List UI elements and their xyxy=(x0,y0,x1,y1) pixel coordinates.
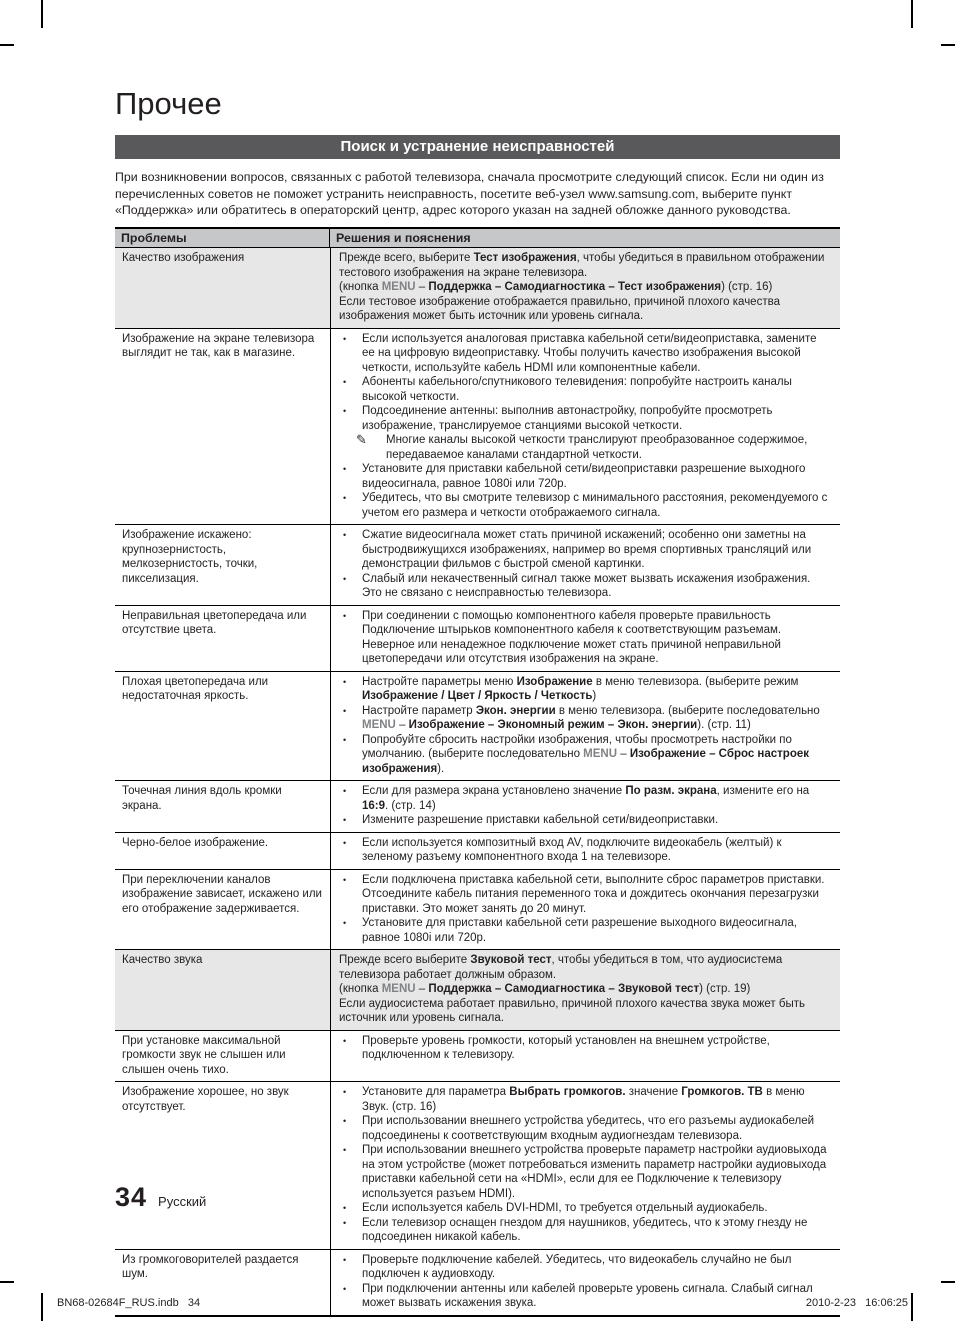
bullet-icon: • xyxy=(343,1145,347,1156)
bullet-item xyxy=(339,375,832,404)
page-footer xyxy=(115,1182,206,1213)
bullet-item xyxy=(339,491,832,520)
bullet-icon: • xyxy=(343,573,347,584)
solution-text: Убедитесь, что вы смотрите телевизор с минимального расстояния, рекомендуемого с учетом его размера и четкости отображаемого сигнала. xyxy=(362,492,828,519)
problem-cell: При установке максимальной громкости звук не слышен или слышен очень тихо. xyxy=(115,1031,331,1082)
problem-cell: Точечная линия вдоль кромки экрана. xyxy=(115,781,331,832)
solution-cell xyxy=(331,606,840,671)
solution-text: Абоненты кабельного/спутникового телевидения: попробуйте настроить каналы высокой четкости. xyxy=(362,376,792,403)
table-row xyxy=(115,833,840,870)
table-row xyxy=(115,329,840,526)
problem-cell: Неправильная цветопередача или отсутствие цвета. xyxy=(115,606,331,671)
solution-text: Если аудиосистема работает правильно, причиной плохого качества звука может быть источник или уровень сигнала. xyxy=(339,997,805,1025)
language-label: Русский xyxy=(158,1194,207,1209)
pencil-note-icon: ✎ xyxy=(356,432,367,448)
solution-text: (кнопка MENU – Поддержка – Самодиагностика – Звуковой тест) (стр. 19) xyxy=(339,983,751,996)
bullet-icon: • xyxy=(343,786,347,797)
col-header-solutions: Решения и пояснения xyxy=(336,230,471,245)
bullet-item xyxy=(339,1085,832,1114)
table-row xyxy=(115,248,840,329)
table-body xyxy=(115,248,840,1315)
bullet-icon: • xyxy=(343,918,347,929)
col-header-problems: Проблемы xyxy=(115,229,330,248)
crop-mark xyxy=(0,44,14,46)
solution-text: Если телевизор оснащен гнездом для наушников, убедитесь, что к этому гнезду не подсоединен никакой кабель. xyxy=(362,1216,808,1244)
table-row xyxy=(115,1031,840,1083)
crop-mark xyxy=(941,1281,955,1283)
bullet-item xyxy=(339,1034,832,1063)
problem-cell: Плохая цветопередача или недостаточная яркость. xyxy=(115,672,331,781)
solution-cell xyxy=(331,525,840,605)
table-row xyxy=(115,781,840,833)
problem-cell: Изображение на экране телевизора выглядит не так, как в магазине. xyxy=(115,329,331,525)
solution-text: Слабый или некачественный сигнал также может вызвать искажения изображения. Это не связано с неисправностью телевизора. xyxy=(362,572,811,600)
bullet-icon: • xyxy=(343,493,347,504)
problem-cell: Изображение искажено: крупнозернистость, мелкозернистость, точки, пикселизация. xyxy=(115,525,331,605)
bullet-item xyxy=(339,1143,832,1201)
solution-cell xyxy=(331,950,840,1030)
bullet-item xyxy=(339,733,832,777)
bullet-item xyxy=(339,572,832,601)
bullet-item xyxy=(339,1253,832,1282)
solution-cell xyxy=(331,1082,840,1249)
note-item xyxy=(356,433,832,462)
bullet-item xyxy=(339,813,832,828)
solution-text: Прежде всего, выберите Тест изображения, чтобы убедиться в правильном отображении тестового изображения на экране телевизора. xyxy=(339,252,825,279)
table-row xyxy=(115,950,840,1031)
bullet-icon: • xyxy=(343,1203,347,1214)
solution-text: Прежде всего выберите Звуковой тест, чтобы убедиться в том, что аудиосистема телевизора работает должным образом. xyxy=(339,954,783,981)
problem-cell: Из громкоговорителей раздается шум. xyxy=(115,1250,331,1315)
solution-text: Настройте параметры меню Изображение в меню телевизора. (выберите режим Изображение / Цвет / Яркость / Четкость) xyxy=(362,675,799,703)
solution-cell xyxy=(331,329,840,525)
solution-text: Многие каналы высокой четкости транслируют преобразованное содержимое, передаваемое каналами стандартной четкости. xyxy=(386,434,808,461)
solution-text: Если подключена приставка кабельной сети, выполните сброс параметров приставки. Отсоедините кабель питания переменного тока и дождитесь окончания перезагрузки приставки. Это может занять до 20 минут. xyxy=(362,873,825,915)
bullet-icon: • xyxy=(343,1116,347,1127)
print-timestamp: 2010-2-23 16:06:25 xyxy=(805,1297,908,1309)
bullet-item xyxy=(339,1282,832,1311)
crop-mark xyxy=(41,0,43,28)
table-row xyxy=(115,870,840,951)
crop-mark xyxy=(41,1293,43,1321)
bullet-item xyxy=(339,404,832,433)
table-row xyxy=(115,672,840,782)
bullet-item xyxy=(339,1216,832,1245)
table-row xyxy=(115,606,840,672)
bullet-icon: • xyxy=(343,874,347,885)
solution-cell xyxy=(331,870,840,950)
solution-text: Попробуйте сбросить настройки изображения, чтобы просмотреть настройки по умолчанию. (выберите последовательно MENU – Изображение – Сброс настроек изображения). xyxy=(362,733,809,775)
problem-cell: Изображение хорошее, но звук отсутствует. xyxy=(115,1082,331,1249)
bullet-item xyxy=(339,836,832,865)
bullet-item xyxy=(339,609,832,667)
bullet-icon: • xyxy=(343,815,347,826)
bullet-icon: • xyxy=(343,530,347,541)
bullet-item xyxy=(339,873,832,917)
bullet-item xyxy=(339,1201,832,1216)
crop-mark xyxy=(911,1293,913,1321)
solution-text: При подключении антенны или кабелей проверьте уровень сигнала. Слабый сигнал может вызвать искажения звука. xyxy=(362,1282,813,1310)
solution-text: При использовании внешнего устройства проверьте параметр настройки аудиовыхода на этом устройстве (может потребоваться изменить параметр настройки аудиовыхода приставки кабельной сети на «HDMI», если для ее Подключение к телевизору используется разъем HDMI). xyxy=(362,1144,827,1200)
solution-text: Установите для приставки кабельной сети/видеоприставки разрешение выходного видеосигнала, равное 1080i или 720p. xyxy=(362,463,806,490)
bullet-icon: • xyxy=(343,705,347,716)
solution-cell xyxy=(331,781,840,832)
table-row xyxy=(115,1250,840,1315)
bullet-item xyxy=(339,704,832,733)
bullet-icon: • xyxy=(343,406,347,417)
crop-mark xyxy=(911,0,913,28)
bullet-icon: • xyxy=(343,1254,347,1265)
problem-cell: При переключении каналов изображение зависает, искажено или его отображение задерживается. xyxy=(115,870,331,950)
table-row xyxy=(115,1082,840,1250)
section-header: Поиск и устранение неисправностей xyxy=(115,135,840,159)
bullet-icon: • xyxy=(343,377,347,388)
bullet-icon: • xyxy=(343,1217,347,1228)
crop-mark xyxy=(941,44,955,46)
bullet-item xyxy=(339,916,832,945)
bullet-icon: • xyxy=(343,734,347,745)
problem-cell: Качество звука xyxy=(115,950,331,1030)
bullet-icon: • xyxy=(343,1283,347,1294)
bullet-item xyxy=(339,332,832,376)
bullet-icon: • xyxy=(343,333,347,344)
solution-text: Если используется композитный вход AV, подключите видеокабель (желтый) к зеленому разъему компонентного входа 1 на телевизоре. xyxy=(362,836,782,864)
bullet-item xyxy=(339,784,832,813)
page-title: Прочее xyxy=(115,86,222,121)
crop-mark xyxy=(0,1281,14,1283)
solution-cell xyxy=(331,1250,840,1315)
problem-cell: Качество изображения xyxy=(115,248,331,328)
bullet-icon: • xyxy=(343,464,347,475)
solution-cell xyxy=(331,248,840,328)
print-filename: BN68-02684F_RUS.indb 34 xyxy=(57,1297,201,1309)
solution-text: Если для размера экрана установлено значение По разм. экрана, измените его на 16:9. (стр. 14) xyxy=(362,785,810,812)
solution-text: Сжатие видеосигнала может стать причиной искажений; особенно они заметны на быстродвижущихся изображениях, например во время спортивных трансляций или демонстрации фильмов с быстрой сменой картинки. xyxy=(362,529,812,571)
table-row xyxy=(115,525,840,606)
solution-text: Проверьте уровень громкости, который установлен на внешнем устройстве, подключенном к телевизору. xyxy=(362,1034,770,1062)
solution-cell xyxy=(331,1031,840,1082)
bullet-item xyxy=(339,462,832,491)
solution-text: Установите для приставки кабельной сети разрешение выходного видеосигнала, равное 1080i или 720p. xyxy=(362,917,797,944)
solution-text: Если тестовое изображение отображается правильно, причиной плохого качества изображения может быть источник или уровень сигнала. xyxy=(339,295,780,323)
problem-cell: Черно-белое изображение. xyxy=(115,833,331,869)
solution-cell xyxy=(331,833,840,869)
solution-text: Измените разрешение приставки кабельной сети/видеоприставки. xyxy=(362,814,719,827)
page-content xyxy=(115,86,840,1317)
solution-text: Проверьте подключение кабелей. Убедитесь, что видеокабель случайно не был подключен к аудиовходу. xyxy=(362,1253,792,1281)
intro-paragraph: При возникновении вопросов, связанных с работой телевизора, сначала просмотрите следующий список. Если ни один из перечисленных советов не поможет устранить неисправность, посетите веб-узел www.samsung.com, выберите пункт «Поддержка» или обратитесь в операторский центр, адрес которого указан на задней обложке данного руководства. xyxy=(115,170,824,218)
bullet-icon: • xyxy=(343,676,347,687)
bullet-item xyxy=(339,675,832,704)
solution-text: При использовании внешнего устройства убедитесь, что его разъемы аудиокабелей подсоединены к соответствующим входным аудиогнездам телевизора. xyxy=(362,1115,815,1142)
bullet-item xyxy=(339,1114,832,1143)
solution-text: Если используется кабель DVI-HDMI, то требуется отдельный аудиокабель. xyxy=(362,1202,768,1215)
solution-text: Если используется аналоговая приставка кабельной сети/видеоприставка, замените ее на цифровую видеоприставку. Чтобы получить качество изображения высокой четкости, используйте кабель HDMI или компонентные кабели. xyxy=(362,332,817,374)
solution-text: Настройте параметр Экон. энергии в меню телевизора. (выберите последовательно MENU – Изображение – Экономный режим – Экон. энергии). (стр. 11) xyxy=(362,704,820,732)
solution-text: Подсоединение антенны: выполнив автонастройку, попробуйте просмотреть изображение, транслируемое станциями высокой четкости. xyxy=(362,405,773,432)
table-header-row xyxy=(115,229,840,249)
page-number: 34 xyxy=(115,1182,148,1212)
solution-cell xyxy=(331,672,840,781)
bullet-icon: • xyxy=(343,837,347,848)
troubleshooting-table xyxy=(115,227,840,1317)
solution-text: (кнопка MENU – Поддержка – Самодиагностика – Тест изображения) (стр. 16) xyxy=(339,281,773,294)
solution-text: Установите для параметра Выбрать громкогов. значение Громкогов. ТВ в меню Звук. (стр. 16) xyxy=(362,1086,805,1113)
bullet-item xyxy=(339,528,832,572)
bullet-icon: • xyxy=(343,1035,347,1046)
solution-text: При соединении с помощью компонентного кабеля проверьте правильность Подключение штырьков компонентного кабеля к соответствующим разъемам. Неверное или ненадежное подключение может стать причиной неправильной цветопередачи или отсутствия изображения на экране. xyxy=(362,609,782,666)
bullet-icon: • xyxy=(343,1087,347,1098)
bullet-icon: • xyxy=(343,610,347,621)
